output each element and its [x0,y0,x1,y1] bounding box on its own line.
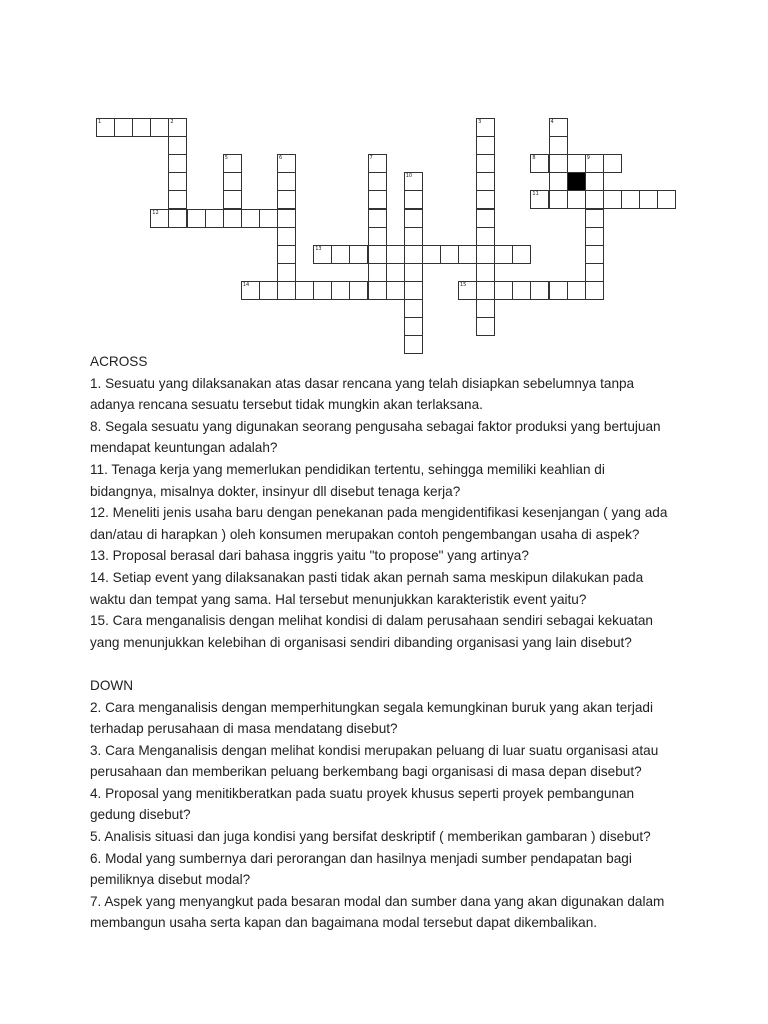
clue-line: 11. Tenaga kerja yang memerlukan pendidikan tertentu, sehingga memiliki keahlian di [90,461,605,477]
crossword-cell[interactable] [603,154,622,173]
crossword-cell[interactable] [476,281,495,300]
crossword-cell[interactable] [168,136,187,155]
crossword-cell[interactable] [168,154,187,173]
clue-number: 13 [315,245,322,252]
crossword-cell[interactable] [404,172,423,191]
clue-number: 14 [242,281,250,288]
crossword-cell[interactable] [313,281,332,300]
crossword-cell[interactable] [295,281,314,300]
clue-line: 1. Sesuatu yang dilaksanakan atas dasar rencana yang telah disiapkan sebelumnya tanpa [90,375,635,391]
crossword-cell[interactable] [585,281,604,300]
clue-line: dan/atau di harapkan ) oleh konsumen merupakan contoh pengembangan usaha di aspek? [90,526,640,542]
clue-line: 8. Segala sesuatu yang digunakan seorang pengusaha sebagai faktor produksi yang bertujuan [90,418,661,434]
crossword-cell[interactable] [476,190,495,209]
crossword-cell[interactable] [567,154,586,173]
clue-number: 5 [224,155,228,162]
clue-number: 9 [586,155,590,162]
clue-number: 8 [532,155,536,162]
across-clues [90,373,690,654]
crossword-cell[interactable] [349,281,368,300]
crossword-cell[interactable] [368,172,387,191]
crossword-cell[interactable] [404,245,423,264]
crossword-cell[interactable] [530,154,549,173]
crossword-cell[interactable] [567,281,586,300]
clue-line: mendapat keuntungan adalah? [90,440,278,456]
crossword-cell[interactable] [404,317,423,336]
crossword-cell[interactable] [114,118,133,137]
crossword-cell[interactable] [277,172,296,191]
crossword-cell[interactable] [368,227,387,246]
crossword-cell[interactable] [277,209,296,228]
crossword-cell[interactable] [585,245,604,264]
crossword-cell[interactable] [349,245,368,264]
clue-number: 1 [98,119,102,125]
crossword-cell[interactable] [476,263,495,282]
clue-number: 3 [478,119,482,125]
clue-line: membangun usaha serta kapan dan bagaimana modal tersebut dapat dikembalikan. [90,915,598,931]
crossword-cell[interactable] [458,245,477,264]
crossword-cell[interactable] [476,245,495,264]
crossword-cell[interactable] [368,209,387,228]
clue-line: pemiliknya disebut modal? [90,872,251,888]
crossword-cell[interactable] [277,263,296,282]
crossword-cell[interactable] [277,154,296,173]
clue-line: 6. Modal yang sumbernya dari perorangan dan hasilnya menjadi sumber pendapatan bagi [90,850,632,866]
crossword-cell[interactable] [187,209,206,228]
crossword-cell[interactable] [368,245,387,264]
crossword-cell[interactable] [168,190,187,209]
clue-number: 2 [170,119,174,125]
crossword-cell[interactable] [259,209,278,228]
crossword-cell[interactable] [476,154,495,173]
crossword-cell[interactable] [313,245,332,264]
crossword-cell[interactable] [404,227,423,246]
crossword-cell[interactable] [476,118,495,137]
clue-line: yang menunjukkan kelebihan di organisasi sendiri dibanding organisasi yang lain disebut? [90,634,632,650]
crossword-cell[interactable] [512,245,531,264]
crossword-grid [96,118,696,348]
clue-line: 5. Analisis situasi dan juga kondisi yang bersifat deskriptif ( memberikan gambaran ) disebut? [90,829,651,845]
crossword-cell[interactable] [259,281,278,300]
crossword-cell[interactable] [223,172,242,191]
clue-number: 6 [279,155,283,162]
crossword-cell[interactable] [603,190,622,209]
crossword-cell[interactable] [422,245,441,264]
crossword-cell[interactable] [476,299,495,318]
crossword-cell[interactable] [476,136,495,155]
clue-line: adanya rencana sesuatu tersebut tidak mungkin akan terlaksana. [90,397,483,413]
clue-number: 11 [532,191,539,198]
clue-line: terhadap perusahaan di masa mendatang disebut? [90,721,398,737]
crossword-cell[interactable] [223,154,242,173]
crossword-cell[interactable] [549,136,568,155]
clue-line: 4. Proposal yang menitikberatkan pada suatu proyek khusus seperti proyek pembangunan [90,785,635,801]
crossword-cell[interactable] [476,172,495,191]
crossword-cell[interactable] [150,209,169,228]
clue-line: perusahaan dan memberikan peluang berkembang bagi organisasi di masa depan disebut? [90,764,642,780]
crossword-cell[interactable] [585,209,604,228]
crossword-cell[interactable] [368,263,387,282]
crossword-cell[interactable] [530,281,549,300]
crossword-cell[interactable] [549,118,568,137]
clue-number: 10 [405,173,413,180]
crossword-cell[interactable] [368,281,387,300]
crossword-cell[interactable] [567,190,586,209]
crossword-cell[interactable] [476,209,495,228]
clue-line: 14. Setiap event yang dilaksanakan pasti tidak akan pernah sama meskipun dilakukan pada [90,569,644,585]
clue-number: 4 [550,119,554,125]
crossword-cell[interactable] [549,281,568,300]
crossword-cell[interactable] [150,118,169,137]
crossword-cell[interactable] [277,245,296,264]
crossword-cell[interactable] [241,281,260,300]
crossword-cell[interactable] [549,172,568,191]
crossword-cell[interactable] [476,317,495,336]
crossword-cell[interactable] [277,227,296,246]
crossword-cell[interactable] [368,190,387,209]
crossword-cell[interactable] [512,281,531,300]
crossword-cell[interactable] [476,227,495,246]
clue-line: 2. Cara menganalisis dengan memperhitungkan segala kemungkinan buruk yang akan terjadi [90,699,653,715]
clue-line: 15. Cara menganalisis dengan melihat kondisi di dalam perusahaan sendiri sebagai kekuatan [90,613,653,629]
clue-number: 15 [460,281,467,288]
crossword-cell[interactable] [657,190,676,209]
crossword-cell[interactable] [386,281,405,300]
clue-number: 12 [152,209,159,216]
crossword-cell[interactable] [223,209,242,228]
crossword-cell[interactable] [621,190,640,209]
crossword-cell[interactable] [404,190,423,209]
clue-line: 7. Aspek yang menyangkut pada besaran modal dan sumber dana yang akan digunakan dalam [90,893,665,909]
crossword-cell[interactable] [639,190,658,209]
crossword-cell[interactable] [277,190,296,209]
clue-line: gedung disebut? [90,807,191,823]
clue-line: 12. Meneliti jenis usaha baru dengan penekanan pada mengidentifikasi kesenjangan ( yang ada [90,505,668,521]
across-heading: ACROSS [90,354,148,369]
down-heading: DOWN [90,677,134,693]
crossword-cell[interactable] [404,263,423,282]
crossword-cell[interactable] [585,190,604,209]
crossword-cell[interactable] [494,281,513,300]
clue-line: 13. Proposal berasal dari bahasa inggris yaitu "to propose" yang artinya? [90,548,529,564]
clue-number: 7 [369,155,373,162]
crossword-cell[interactable] [530,190,549,209]
crossword-cell[interactable] [404,299,423,318]
crossword-cell[interactable] [585,172,604,191]
crossword-cell[interactable] [96,118,115,137]
crossword-cell[interactable] [168,172,187,191]
crossword-cell[interactable] [549,154,568,173]
clue-list [90,351,690,934]
crossword-cell[interactable] [549,190,568,209]
crossword-cell[interactable] [404,209,423,228]
crossword-cell[interactable] [494,245,513,264]
crossword-cell[interactable] [404,281,423,300]
crossword-cell[interactable] [585,154,604,173]
crossword-cell[interactable] [168,209,187,228]
crossword-cell[interactable] [223,190,242,209]
crossword-cell[interactable] [585,227,604,246]
crossword-cell[interactable] [440,245,459,264]
clue-line: 3. Cara Menganalisis dengan melihat kondisi merupakan peluang di luar suatu organisasi atau [90,742,659,758]
crossword-block [567,172,586,191]
crossword-cell[interactable] [331,281,350,300]
crossword-cell[interactable] [277,281,296,300]
crossword-cell[interactable] [205,209,224,228]
down-clues [90,697,690,935]
crossword-cell[interactable] [368,154,387,173]
clue-line: waktu dan tempat yang sama. Hal tersebut menunjukkan karakteristik event yaitu? [90,591,587,607]
crossword-cell[interactable] [458,281,477,300]
clue-line: bidangnya, misalnya dokter, insinyur dll disebut tenaga kerja? [90,483,461,499]
section-gap [90,653,690,675]
crossword-cell[interactable] [241,209,260,228]
crossword-cell[interactable] [386,245,405,264]
crossword-cell[interactable] [132,118,151,137]
crossword-cell[interactable] [331,245,350,264]
crossword-cell[interactable] [585,263,604,282]
crossword-cell[interactable] [168,118,187,137]
